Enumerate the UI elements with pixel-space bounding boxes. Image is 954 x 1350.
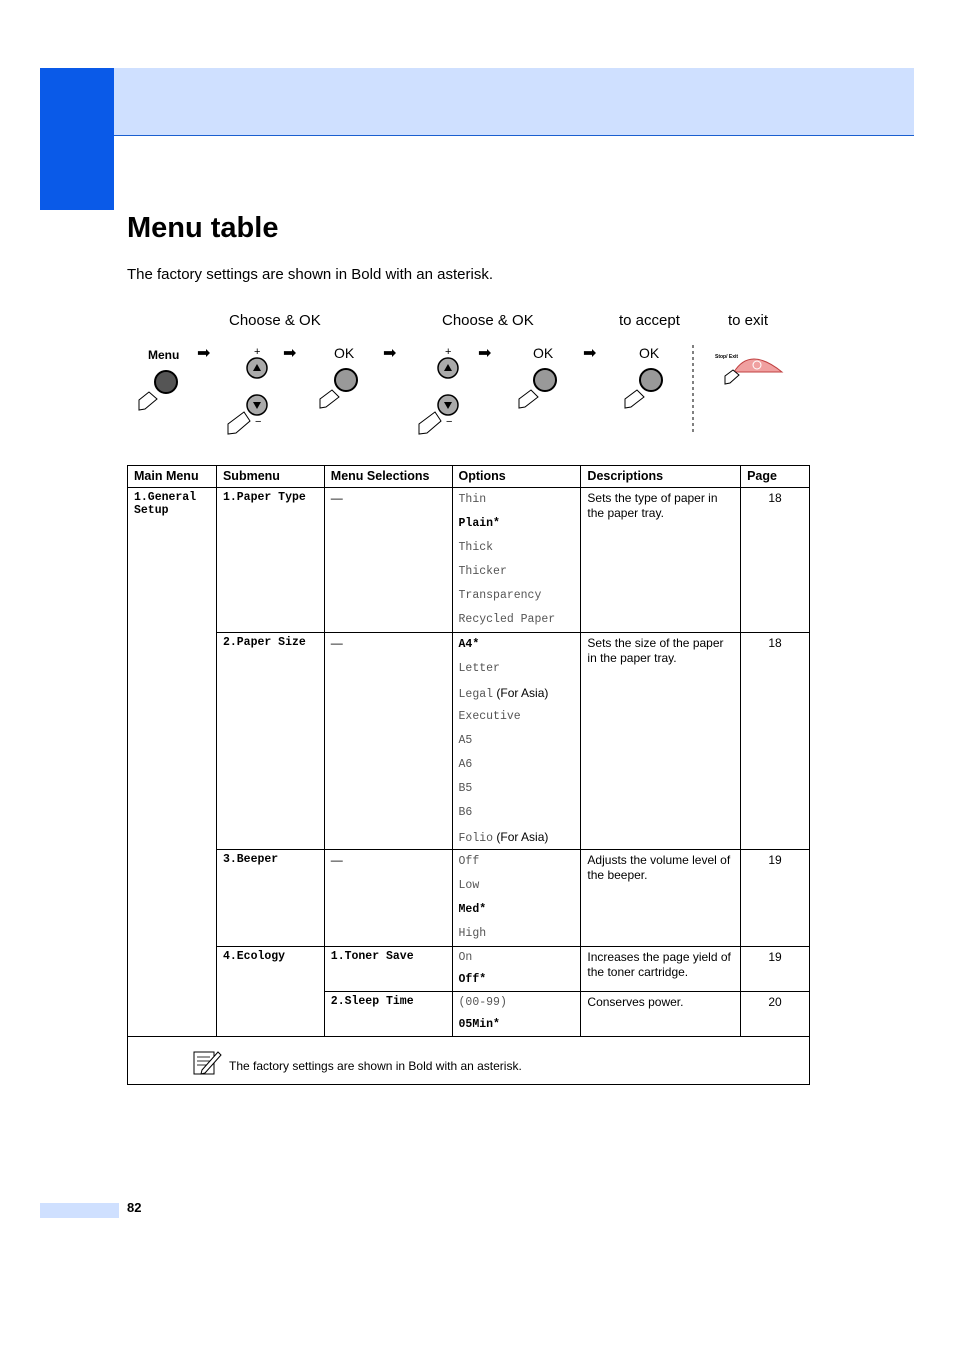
intro-text: The factory settings are shown in Bold with an asterisk. — [127, 266, 494, 283]
table-header-row — [128, 466, 810, 488]
svg-text:+: + — [445, 346, 452, 358]
option-item: Folio (For Asia) — [458, 830, 549, 845]
ok-key-label: OK — [533, 345, 554, 361]
option-item: On — [458, 951, 473, 964]
step-label-choose-ok-1: Choose & OK — [229, 312, 321, 329]
description-cell: Increases the page yield of the toner cartridge. — [581, 947, 741, 992]
step-label-choose-ok-2: Choose & OK — [442, 312, 534, 329]
page-cell: 18 — [741, 488, 810, 633]
col-header-submenu: Submenu — [216, 466, 324, 488]
selection-cell: — — [324, 633, 452, 850]
chapter-tab — [40, 68, 114, 210]
table-row-paper-size — [128, 633, 810, 850]
footnote-cell — [128, 1037, 810, 1085]
description-cell: Adjusts the volume level of the beeper. — [581, 850, 741, 947]
option-item: Low — [458, 879, 480, 892]
option-item: Letter — [458, 662, 500, 675]
option-item: High — [458, 927, 487, 940]
page-cell: 19 — [741, 947, 810, 992]
page-number: 82 — [127, 1200, 142, 1215]
option-item: Legal (For Asia) — [458, 686, 549, 701]
page-cell: 18 — [741, 633, 810, 850]
selection-cell: — — [324, 850, 452, 947]
page-number-bar — [40, 1203, 119, 1218]
table-row-paper-type — [128, 488, 810, 633]
svg-text:Stop/ Exit: Stop/ Exit — [715, 354, 739, 360]
ok-key-label: OK — [639, 345, 660, 361]
page-title: Menu table — [127, 212, 279, 244]
option-note: (For Asia) — [493, 830, 549, 844]
option-item: Transparency — [458, 589, 542, 602]
option-item: B5 — [458, 782, 473, 795]
description-cell: Sets the size of the paper in the paper tray. — [581, 633, 741, 850]
option-item: (00-99) — [458, 996, 507, 1009]
menu-key-label: Menu — [148, 348, 180, 362]
option-item-default: Off* — [458, 973, 487, 986]
step-label-exit: to exit — [728, 312, 769, 329]
col-header-main-menu: Main Menu — [128, 466, 217, 488]
step-label-accept: to accept — [619, 312, 680, 329]
header-band — [114, 68, 914, 136]
option-item-default: 05Min* — [458, 1018, 500, 1031]
menu-table — [127, 465, 810, 1085]
arrow-icon: ➡ — [197, 345, 211, 362]
page-cell: 19 — [741, 850, 810, 947]
submenu-cell: 3.Beeper — [216, 850, 324, 947]
ok-key-icon — [320, 369, 357, 408]
selection-cell: 2.Sleep Time — [324, 992, 452, 1037]
col-header-menu-selections: Menu Selections — [324, 466, 452, 488]
option-item: Thicker — [458, 565, 507, 578]
submenu-cell: 4.Ecology — [216, 947, 324, 1037]
selection-cell: 1.Toner Save — [324, 947, 452, 992]
note-pencil-icon — [192, 1048, 222, 1076]
menu-key-icon — [139, 371, 177, 410]
table-row-beeper — [128, 850, 810, 947]
svg-text:−: − — [446, 416, 453, 428]
svg-text:+: + — [254, 346, 261, 358]
col-header-options: Options — [452, 466, 581, 488]
key-sequence-graphic — [127, 300, 807, 445]
main-menu-cell — [128, 488, 217, 1037]
option-item: Thin — [458, 493, 487, 506]
up-down-keys-icon — [419, 346, 458, 434]
svg-text:−: − — [255, 416, 262, 428]
arrow-icon: ➡ — [383, 345, 397, 362]
option-note: (For Asia) — [493, 686, 549, 700]
description-cell: Conserves power. — [581, 992, 741, 1037]
selection-cell: — — [324, 488, 452, 633]
option-item-default: A4* — [458, 638, 480, 651]
option-item: Recycled Paper — [458, 613, 556, 626]
options-cell — [452, 633, 581, 850]
stop-exit-key-icon — [715, 354, 782, 384]
arrow-icon: ➡ — [478, 345, 492, 362]
col-header-descriptions: Descriptions — [581, 466, 741, 488]
option-item: A6 — [458, 758, 473, 771]
ok-key-icon — [625, 369, 662, 408]
table-row-toner-save — [128, 947, 810, 992]
option-item: B6 — [458, 806, 473, 819]
page-cell: 20 — [741, 992, 810, 1037]
options-cell — [452, 850, 581, 947]
main-menu-label: 1.General Setup — [134, 491, 197, 517]
submenu-cell: 1.Paper Type — [216, 488, 324, 633]
key-sequence-diagram — [127, 300, 807, 445]
submenu-cell: 2.Paper Size — [216, 633, 324, 850]
description-cell: Sets the type of paper in the paper tray. — [581, 488, 741, 633]
option-item: Off — [458, 855, 480, 868]
arrow-icon: ➡ — [283, 345, 297, 362]
col-header-page: Page — [741, 466, 810, 488]
option-item-default: Plain* — [458, 517, 500, 530]
ok-key-icon — [519, 369, 556, 408]
option-item-default: Med* — [458, 903, 487, 916]
ok-key-label: OK — [334, 345, 355, 361]
footnote-text: The factory settings are shown in Bold with an asterisk. — [229, 1059, 522, 1073]
options-cell — [452, 488, 581, 633]
footnote-row — [128, 1037, 810, 1085]
options-cell — [452, 992, 581, 1037]
option-item: A5 — [458, 734, 473, 747]
up-down-keys-icon — [228, 346, 267, 434]
option-item: Executive — [458, 710, 521, 723]
options-cell — [452, 947, 581, 992]
arrow-icon: ➡ — [583, 345, 597, 362]
option-item: Thick — [458, 541, 494, 554]
